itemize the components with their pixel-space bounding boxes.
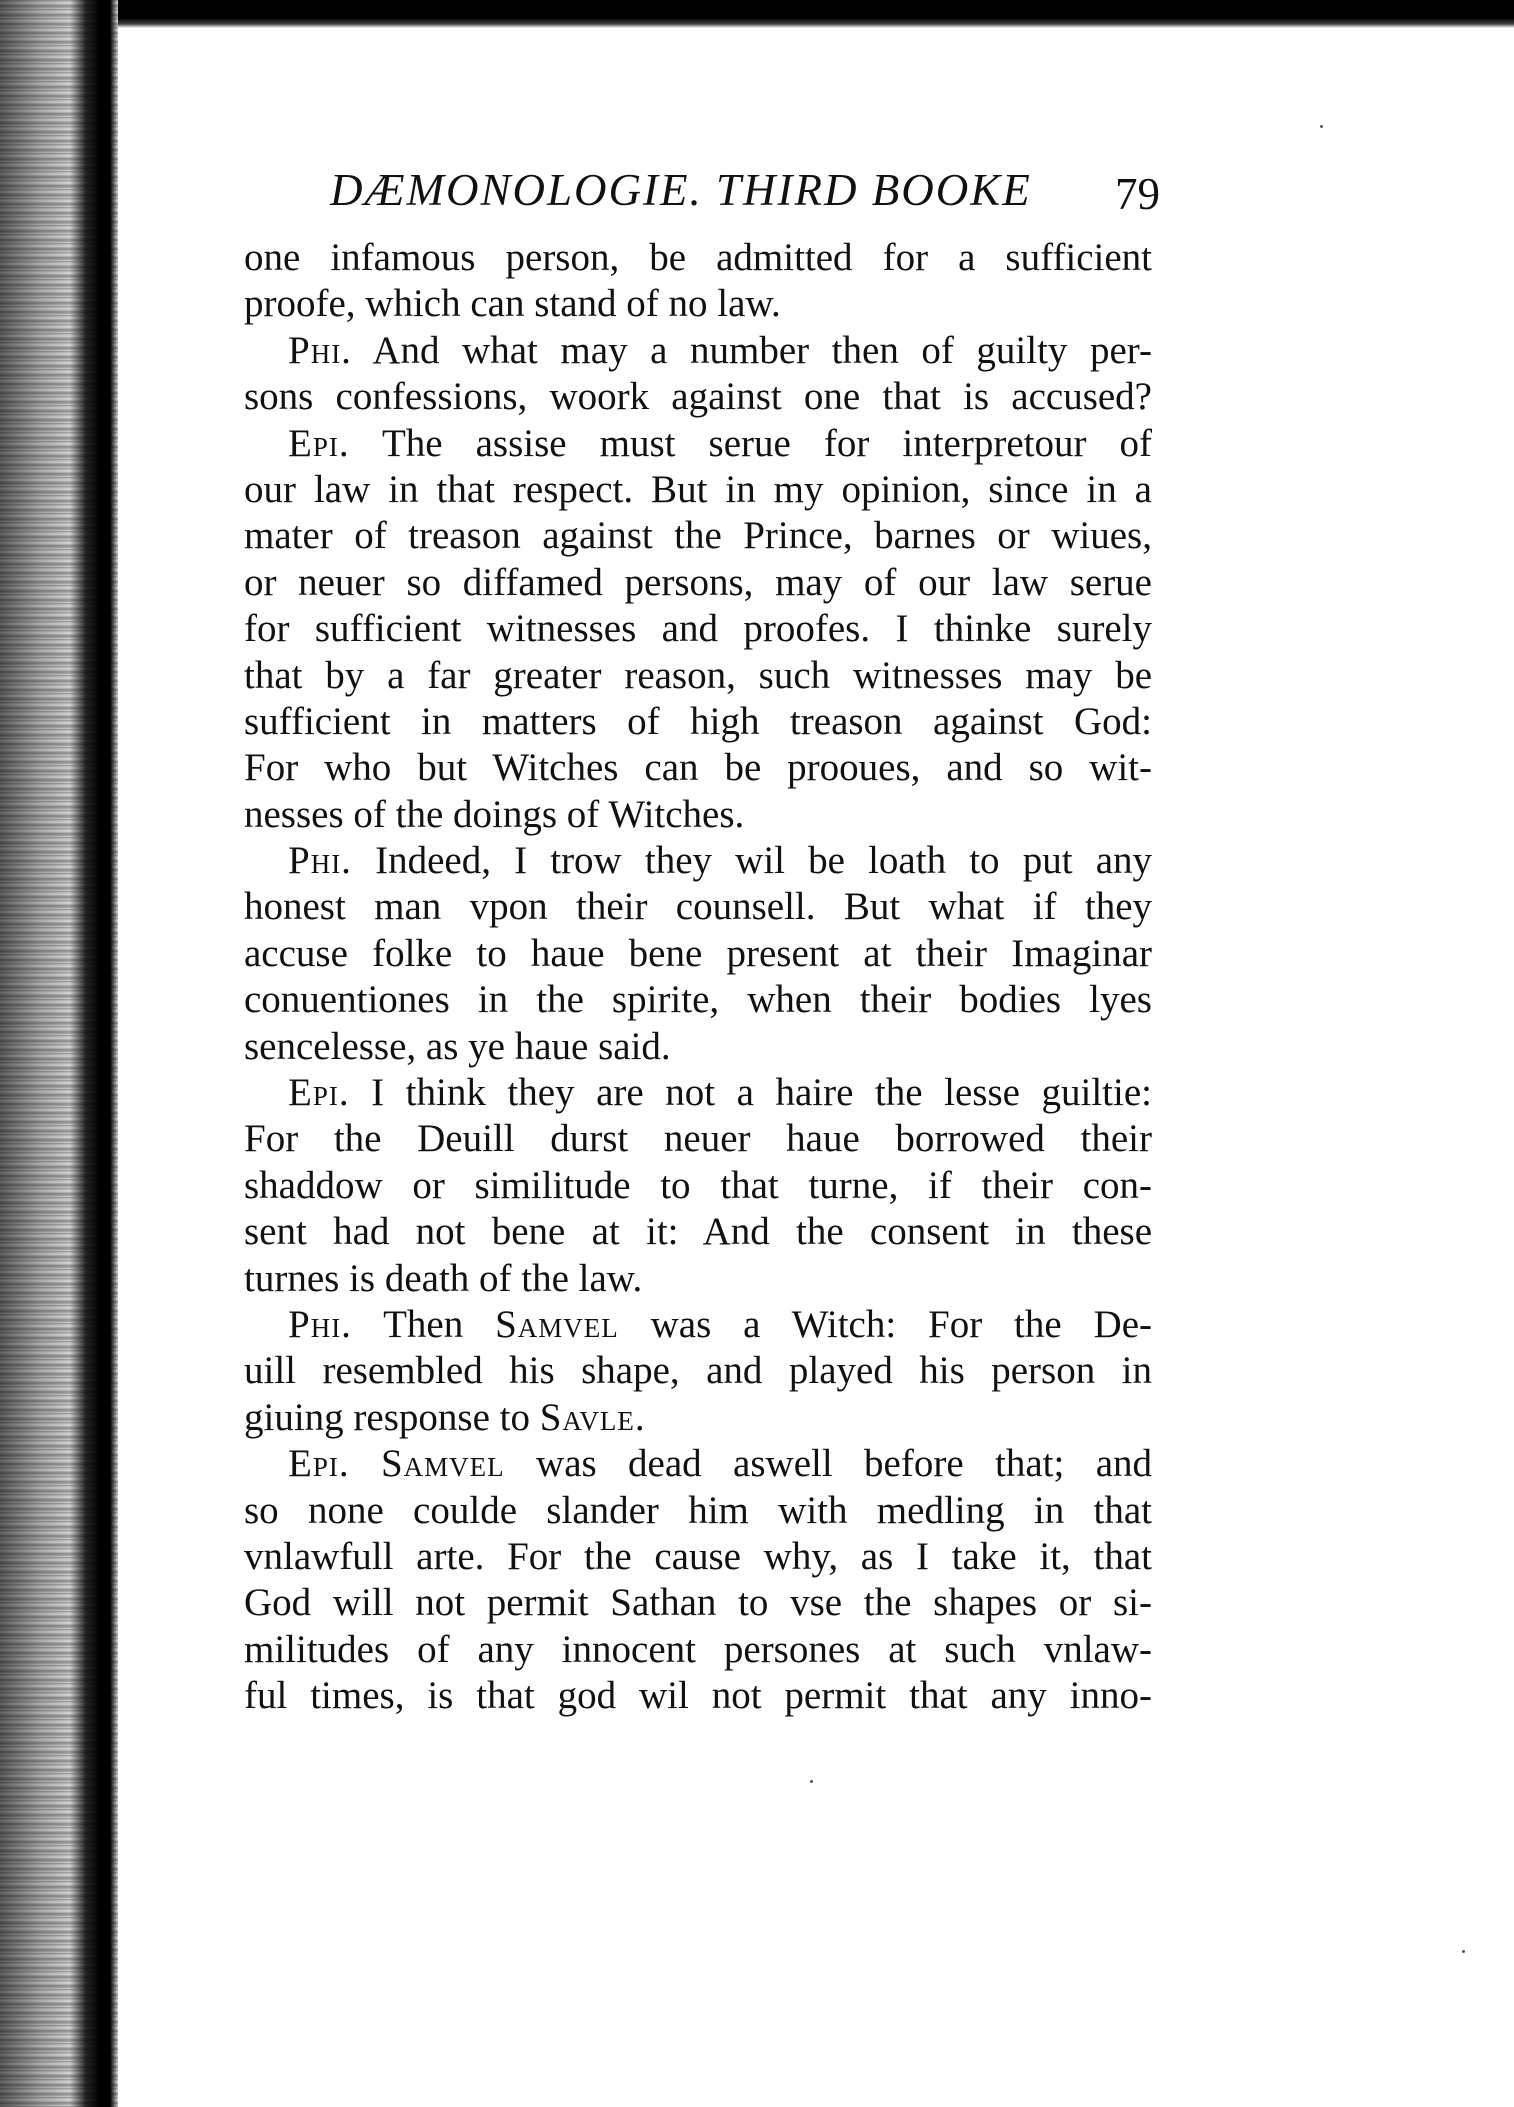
body-text xyxy=(244,235,1152,1720)
text-line: conuentiones in the spirite, when their bodies lyes xyxy=(244,978,1152,1022)
scan-speck xyxy=(1320,125,1323,128)
text-line: mater of treason against the Prince, barnes or wiues, xyxy=(244,514,1152,558)
speaker-epi: Epi. xyxy=(288,1442,350,1486)
header-title: DÆMONOLOGIE. THIRD BOOKE xyxy=(330,165,1032,215)
speaker-epi: Epi. xyxy=(288,1071,350,1115)
speaker-phi: Phi. xyxy=(288,328,352,372)
text-line: shaddow or similitude to that turne, if their con- xyxy=(244,1163,1152,1207)
text-line: Phi. Indeed, I trow they wil be loath to put any xyxy=(288,839,1152,883)
text-line: ful times, is that god wil not permit that any inno- xyxy=(244,1674,1152,1718)
name-samuel: Samvel xyxy=(495,1302,619,1346)
text-line: Phi. And what may a number then of guilty per- xyxy=(288,328,1152,372)
text-line: our law in that respect. But in my opinion, since in a xyxy=(244,467,1152,511)
text-line: sons confessions, woork against one that is accused? xyxy=(244,375,1152,419)
text-line: one infamous person, be admitted for a sufficient xyxy=(244,236,1152,279)
text-line: accuse folke to haue bene present at their Imaginar xyxy=(244,931,1152,975)
text-line: sufficient in matters of high treason against God: xyxy=(244,699,1152,743)
text-line: turnes is death of the law. xyxy=(244,1256,643,1300)
book-spine-edge xyxy=(0,0,118,2107)
scan-speck xyxy=(1462,1950,1465,1953)
scan-top-edge xyxy=(0,0,1514,28)
speaker-phi: Phi. xyxy=(288,839,352,883)
text-line: For who but Witches can be prooues, and so wit- xyxy=(244,746,1152,790)
name-samuel: Samvel xyxy=(380,1442,505,1486)
name-saul: Savle xyxy=(539,1395,635,1439)
text-line: God will not permit Sathan to vse the shapes or si- xyxy=(244,1581,1152,1625)
text-line: giuing response to Savle. xyxy=(244,1395,645,1439)
text-line: For the Deuill durst neuer haue borrowed their xyxy=(244,1117,1152,1161)
text-line: that by a far greater reason, such witnesses may be xyxy=(244,653,1152,697)
text-line: Epi. I think they are not a haire the lesse guiltie: xyxy=(288,1071,1152,1115)
text-line: Epi. Samvel was dead aswell before that; and xyxy=(288,1442,1152,1486)
speaker-phi: Phi. xyxy=(288,1302,352,1346)
text-line: proofe, which can stand of no law. xyxy=(244,282,781,326)
text-line: honest man vpon their counsell. But what if they xyxy=(244,885,1152,929)
text-line: uill resembled his shape, and played his person in xyxy=(244,1349,1152,1393)
text-line: sent had not bene at it: And the consent in these xyxy=(244,1210,1152,1254)
text-line: militudes of any innocent persones at such vnlaw- xyxy=(244,1627,1152,1671)
text-line: Phi. Then Samvel was a Witch: For the De- xyxy=(288,1302,1152,1346)
text-line: nesses of the doings of Witches. xyxy=(244,792,745,836)
running-header xyxy=(330,160,1160,220)
speaker-epi: Epi. xyxy=(288,421,350,465)
text-line: so none coulde slander him with medling in that xyxy=(244,1488,1152,1532)
page-number: 79 xyxy=(1115,169,1160,219)
text-line: vnlawfull arte. For the cause why, as I take it, that xyxy=(244,1534,1152,1578)
text-line: for sufficient witnesses and proofes. I thinke surely xyxy=(244,607,1152,651)
text-line: sencelesse, as ye haue said. xyxy=(244,1024,671,1068)
text-line: Epi. The assise must serue for interpretour of xyxy=(288,421,1152,465)
scan-speck xyxy=(810,1780,813,1783)
text-line: or neuer so diffamed persons, may of our law serue xyxy=(244,560,1152,604)
